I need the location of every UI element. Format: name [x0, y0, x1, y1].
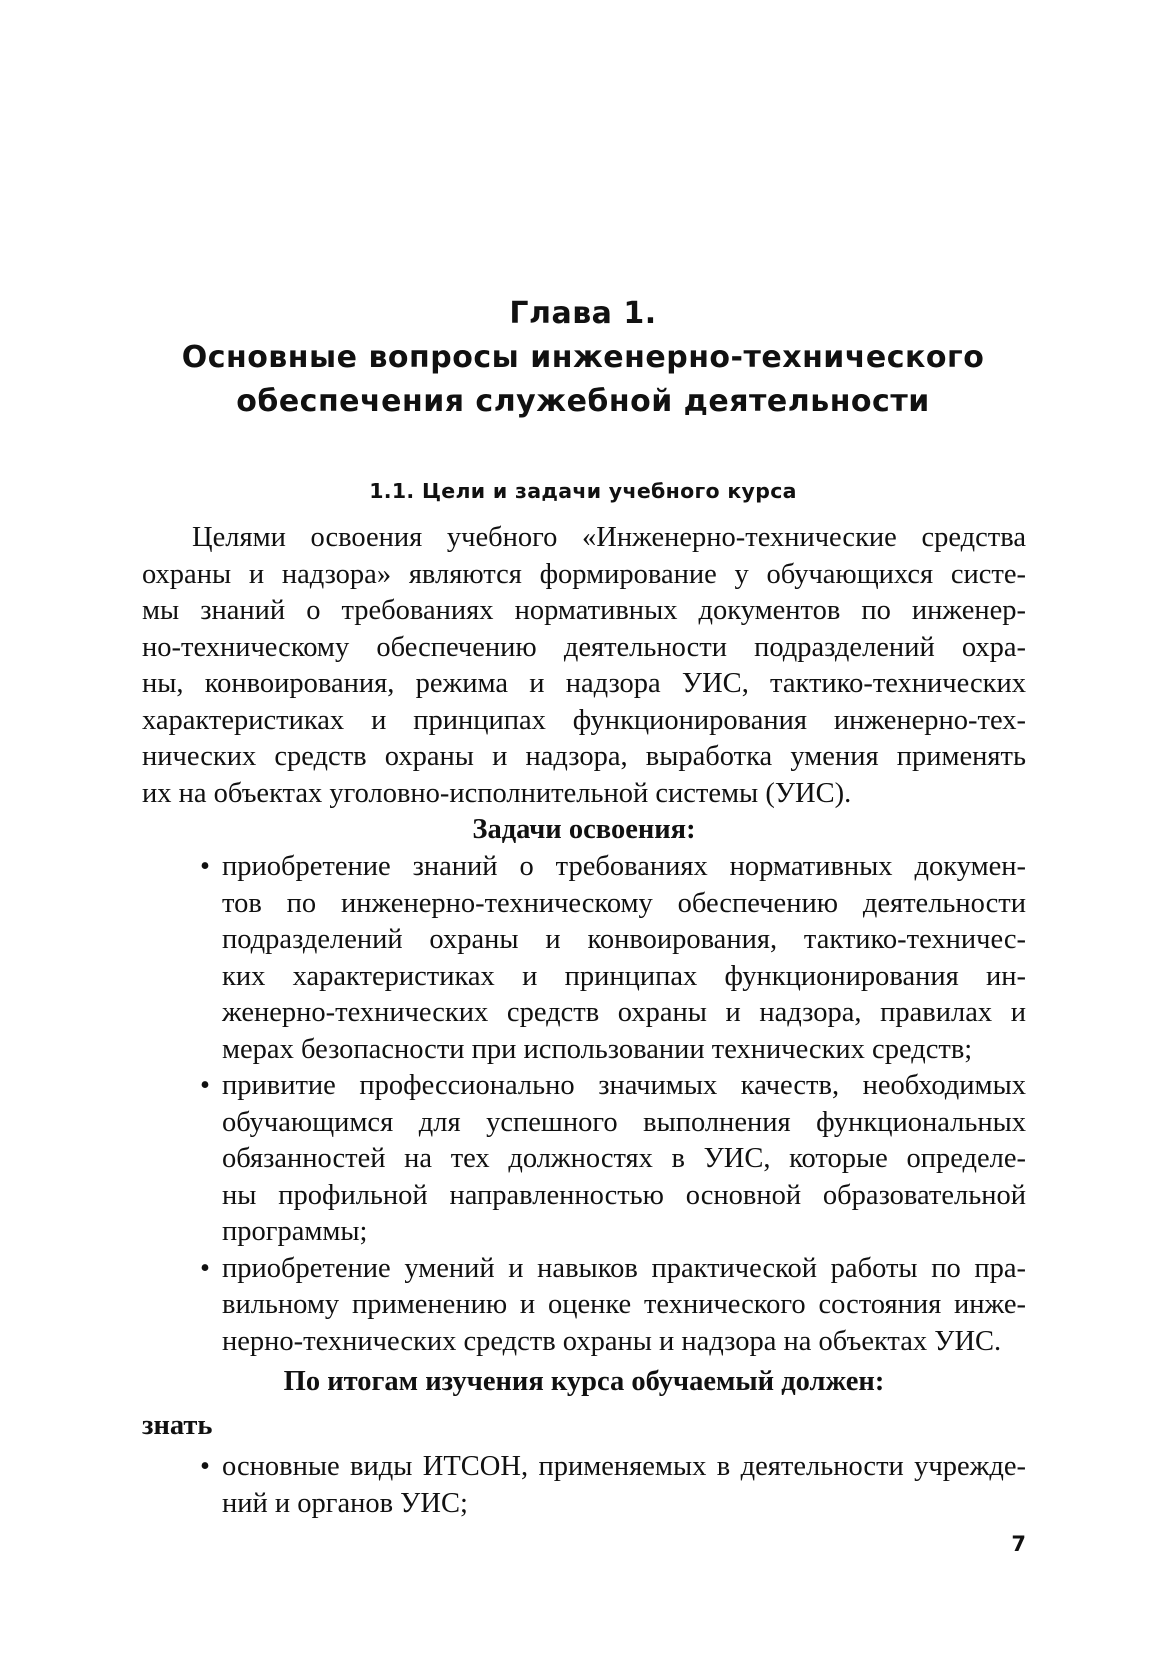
bullet-icon: • — [200, 1070, 210, 1101]
intro-line: ны, конвоирования, режима и надзора УИС, тактико-технических — [142, 668, 1026, 699]
list-item-line: привитие профессионально значимых качеств, необходимых — [222, 1070, 1026, 1101]
know-list — [142, 1449, 1026, 1522]
chapter-label: Глава 1. — [509, 296, 657, 331]
list-item-line: обучающимся для успешного выполнения функциональных — [222, 1106, 1026, 1138]
bullet-icon: • — [200, 1252, 210, 1284]
list-item — [142, 1251, 1026, 1361]
intro-line: но-техническому обеспечению деятельности подразделений охра- — [142, 631, 1026, 663]
list-item — [142, 1068, 1026, 1251]
list-item-line: программы; — [222, 1216, 368, 1247]
know-label: знать — [142, 1410, 213, 1441]
intro-line: их на объектах уголовно-исполнительной системы (УИС). — [142, 777, 852, 809]
list-item — [142, 849, 1026, 1068]
chapter-title-line-1: Основные вопросы инженерно-технического — [181, 340, 985, 375]
intro-line: характеристиках и принципах функционирования инженерно-тех- — [142, 704, 1026, 736]
list-item-line: нерно-технических средств охраны и надзора на объектах УИС. — [222, 1325, 1002, 1357]
list-item-line: тов по инженерно-техническому обеспечению деятельности — [222, 887, 1026, 919]
tasks-list — [142, 849, 1026, 1360]
page-number: 7 — [1011, 1532, 1026, 1556]
intro-line: нических средств охраны и надзора, выработка умения применять — [142, 741, 1026, 772]
list-item-line: подразделений охраны и конвоирования, тактико-техничес- — [222, 924, 1026, 955]
chapter-title-line-2: обеспечения служебной деятельности — [236, 384, 930, 419]
tasks-heading: Задачи освоения: — [472, 814, 696, 845]
list-item — [142, 1449, 1026, 1522]
intro-line: мы знаний о требованиях нормативных документов по инженер- — [142, 595, 1026, 626]
bullet-icon: • — [200, 1451, 210, 1482]
section-title: 1.1. Цели и задачи учебного курса — [369, 479, 797, 503]
list-item-line: ний и органов УИС; — [222, 1487, 468, 1519]
outcomes-heading: По итогам изучения курса обучаемый должен: — [283, 1366, 885, 1397]
list-item-line: приобретение умений и навыков практической работы по пра- — [222, 1252, 1026, 1284]
chapter-heading — [140, 292, 1026, 424]
list-item-line: мерах безопасности при использовании технических средств; — [222, 1033, 973, 1065]
list-item-line: обязанностей на тех должностях в УИС, которые определе- — [222, 1143, 1026, 1174]
bullet-icon: • — [200, 851, 210, 882]
list-item-line: ких характеристиках и принципах функционирования ин- — [222, 960, 1026, 992]
intro-line: Целями освоения учебного «Инженерно-технические средства — [192, 522, 1026, 553]
list-item-line: ны профильной направленностью основной образовательной — [222, 1179, 1026, 1211]
list-item-line: основные виды ИТСОН, применяемых в деятельности учрежде- — [222, 1451, 1026, 1482]
list-item-line: женерно-технических средств охраны и надзора, правилах и — [222, 997, 1026, 1028]
intro-line: охраны и надзора» являются формирование у обучающихся систе- — [142, 558, 1026, 590]
list-item-line: приобретение знаний о требованиях нормативных докумен- — [222, 851, 1026, 882]
intro-paragraph — [142, 520, 1026, 812]
list-item-line: вильному применению и оценке технического состояния инже- — [222, 1289, 1026, 1320]
